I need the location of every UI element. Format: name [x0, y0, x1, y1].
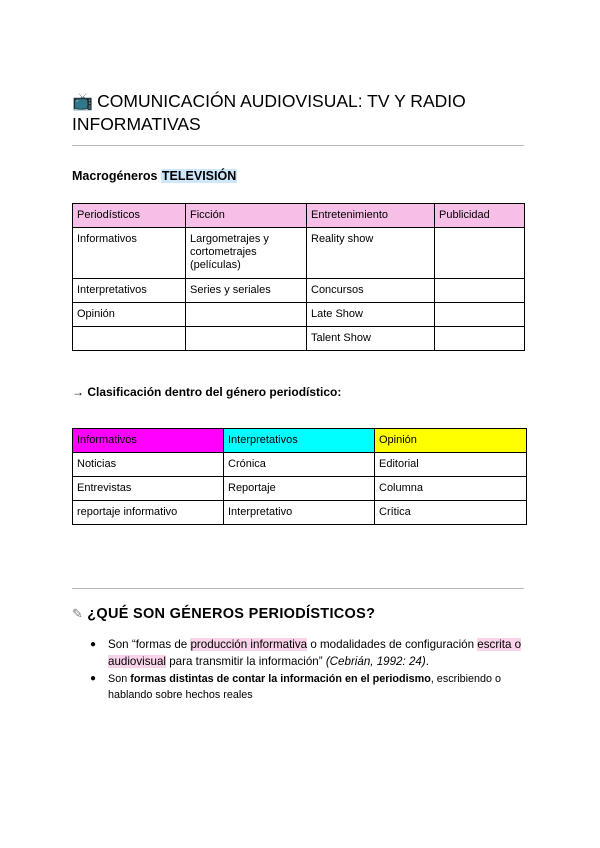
table-row [73, 477, 527, 501]
table-cell: Columna [375, 477, 527, 501]
highlight-escrita: escrita o audiovisual [108, 638, 522, 668]
list-item [72, 671, 524, 703]
table-row [73, 327, 525, 351]
table-cell: reportaje informativo [73, 501, 224, 525]
table-cell: Noticias [73, 453, 224, 477]
text-span: , escribiendo o hablando sobre hechos reales [108, 673, 502, 701]
header-cell: Entretenimiento [307, 204, 435, 228]
que-son-heading-text: ¿QUÉ SON GÉNEROS PERIODÍSTICOS? [87, 606, 376, 622]
table-cell: Entrevistas [73, 477, 224, 501]
table-cell: Late Show [307, 303, 435, 327]
table-cell: Reportaje [224, 477, 375, 501]
table-cell: Editorial [375, 453, 527, 477]
table-cell: Interpretativos [73, 279, 186, 303]
citation: (Cebrián, 1992: 24) [325, 655, 426, 668]
clasificacion-heading: → Clasificación dentro del género periodístico: [72, 385, 342, 399]
table-header-row [73, 429, 527, 453]
definition-list [72, 636, 524, 704]
table-cell: Reality show [307, 228, 435, 279]
table-row [73, 228, 525, 279]
text-span: para transmitir la información” [166, 655, 326, 668]
page-title [72, 90, 532, 136]
table-cell [435, 303, 525, 327]
divider-top [72, 145, 524, 146]
text-span: o modalidades de configuración [307, 638, 478, 651]
highlight-produccion: producción informativa [190, 638, 308, 651]
table-row [73, 501, 527, 525]
list-item [72, 636, 524, 670]
macrogeneros-table [72, 203, 525, 351]
text-span: . [425, 655, 429, 668]
table-cell [73, 327, 186, 351]
divider-middle [72, 588, 524, 589]
table-cell [186, 303, 307, 327]
tv-icon: 📺 [72, 92, 94, 111]
table-row [73, 303, 525, 327]
que-son-heading [72, 606, 375, 622]
table-cell: Crónica [224, 453, 375, 477]
header-cell-opinion: Opinión [375, 429, 527, 453]
bold-text: formas distintas de contar la información en el periodismo [130, 673, 431, 685]
header-cell-informativos: Informativos [73, 429, 224, 453]
header-cell-interpretativos: Interpretativos [224, 429, 375, 453]
header-cell: Publicidad [435, 204, 525, 228]
table-header-row [73, 204, 525, 228]
television-highlight: TELEVISIÓN [161, 169, 237, 183]
table-cell: Informativos [73, 228, 186, 279]
table-cell [435, 228, 525, 279]
table-cell [435, 279, 525, 303]
table-cell: Largometrajes y cortometrajes (películas) [186, 228, 307, 279]
text-span: Son “formas de [108, 638, 191, 651]
text-span: Son [108, 673, 131, 685]
header-cell: Ficción [186, 204, 307, 228]
table-cell [435, 327, 525, 351]
table-cell: Series y seriales [186, 279, 307, 303]
bullet-icon: ● [90, 639, 97, 650]
table-cell [186, 327, 307, 351]
table-cell: Crítica [375, 501, 527, 525]
page-title-text: COMUNICACIÓN AUDIOVISUAL: TV Y RADIO INFORMATIVAS [72, 91, 466, 134]
table-cell: Interpretativo [224, 501, 375, 525]
macrogeneros-heading [72, 169, 237, 183]
bullet-icon: ● [90, 673, 97, 684]
table-row [73, 453, 527, 477]
table-row [73, 279, 525, 303]
pencil-icon: ✎ [72, 606, 84, 621]
table-cell: Concursos [307, 279, 435, 303]
macrogeneros-prefix: Macrogéneros [72, 169, 161, 183]
table-cell: Opinión [73, 303, 186, 327]
header-cell: Periodísticos [73, 204, 186, 228]
clasificacion-table [72, 428, 527, 525]
table-cell: Talent Show [307, 327, 435, 351]
